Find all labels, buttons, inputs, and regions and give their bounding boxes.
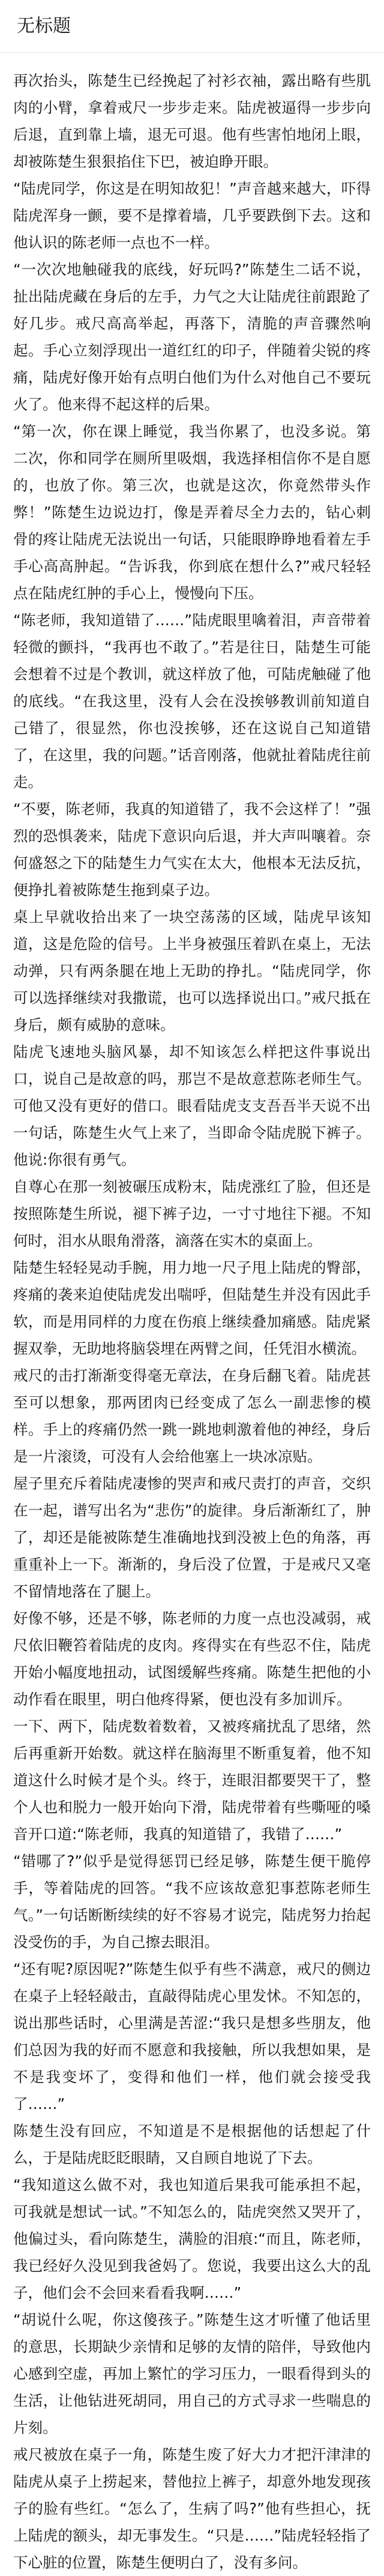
paragraph: 陆虎飞速地头脑风暴，却不知该怎么样把这件事说出口，说自己是故意的吗，那岂不是故意惹陈老师生气。可他又没有更好的借口。眼看陆虎支支吾吾半天说不出一句话，陈楚生火气上来了，当即命令陆虎脱下裤子。他说:你很有勇气。 [13, 1043, 371, 1168]
paragraph: “还有呢?原因呢?”陈楚生似乎有些不满意，戒尺的侧边在桌子上轻轻敲击，直敲得陆虎心里发怵。不知怎的，说出那些话时，心里满是苦涩:“我只是想多些朋友，他们总因为我的好而不愿意和我接触，所以我想如果，是不是我变坏了，变得和他们一样，他们就会接受我了……” [13, 1960, 371, 2113]
paragraph: 桌上早就收拾出来了一块空荡荡的区域，陆虎早该知道，这是危险的信号。上半身被强压着趴在桌上，无法动弹，只有两条腿在地上无助的挣扎。“陆虎同学，你可以选择继续对我撒谎，也可以选择说出口。”戒尺抵在身后，颇有威胁的意味。 [13, 908, 371, 1034]
paragraph: “第一次，你在课上睡觉，我当你累了，也没多说。第二次，你和同学在厕所里吸烟，我选择相信你不是自愿的，也放了你。第三次，也就是这次，你竟然带头作弊！”陈楚生边说边打，像是弄着尽全力去的，钻心刺骨的疼让陆虎无法说出一句话，只能眼睁睁地看着左手手心高高肿起。“告诉我，你到底在想什么?”戒尺轻轻点在陆虎红肿的手心上，慢慢向下压。 [13, 423, 371, 602]
paragraph: 屋子里充斥着陆虎凄惨的哭声和戒尺责打的声音，交织在一起，谱写出名为“悲伤”的旋律。身后渐渐红了，肿了，却还是能被陈楚生准确地找到没被上色的角落，再重重补上一下。渐渐的，身后没了位置，于是戒尺又毫不留情地落在了腿上。 [13, 1475, 371, 1600]
paragraph: 好像不够，还是不够，陈老师的力度一点也没减弱，戒尺依旧鞭笞着陆虎的皮肉。疼得实在有些忍不住，陆虎开始小幅度地扭动，试图缓解些疼痛。陈楚生把他的小动作看在眼里，明白他疼得紧，便也没有多加训斥。 [13, 1610, 371, 1708]
document-body [0, 53, 384, 2576]
paragraph: “不要，陈老师，我真的知道错了，我不会这样了！”强烈的恐惧袭来，陆虎下意识向后退，并大声叫嚷着。奈何盛怒之下的陆楚生力气实在太大，他根本无法反抗，便挣扎着被陈楚生拖到桌子边。 [13, 800, 371, 899]
paragraph: 再次抬头，陈楚生已经挽起了衬衫衣袖，露出略有些肌肉的小臂，拿着戒尺一步步走来。陆虎被逼得一步步向后退，直到靠上墙，退无可退。他有些害怕地闭上眼，却被陈楚生狠狠掐住下巴，被迫睁开眼。 [13, 72, 371, 170]
paragraph: 一下、两下，陆虎数着数着，又被疼痛扰乱了思绪，然后再重新开始数。就这样在脑海里不断重复着，他不知道这什么时候才是个头。终于，连眼泪都要哭干了，整个人也和脱力一般开始向下滑，陆虎带着有些嘶哑的嗓音开口道:“陈老师，我真的知道错了，我错了……” [13, 1718, 371, 1843]
paragraph: “陈老师，我知道错了……”陆虎眼里噙着泪，声音带着轻微的颤抖，“我再也不敢了。”若是往日，陆楚生可能会想着不过是个教训，就这样放了他，可陆虎触碰了他的底线。“在我这里，没有人会在没挨够教训前知道自己错了，很显然，你也没挨够，还在这说自己知道错了，在这里，我的问题。”话音刚落，他就扯着陆虎往前走。 [13, 611, 371, 791]
paragraph: “一次次地触碰我的底线，好玩吗?”陈楚生二话不说，扯出陆虎藏在身后的左手，力气之大让陆虎往前跟跄了好几步。戒尺高高举起，再落下，清脆的声音骤然响起。手心立刻浮现出一道红红的印子，伴随着尖锐的疼痛，陆虎好像开始有点明白他们为什么对他自己不要玩火了。他来得不起这样的后果。 [13, 261, 371, 413]
top-bar [0, 0, 384, 53]
paragraph: “我知道这么做不对，我也知道后果我可能承担不起，可我就是想试一试。”不知怎么的，陆虎突然又哭开了，他偏过头，看向陈楚生，满脸的泪痕:“而且，陈老师，我已经好久没见到我爸妈了。您说，我要出这么大的乱子，他们会不会回来看看我啊……” [13, 2176, 371, 2301]
paragraph: “胡说什么呢，你这傻孩子。”陈楚生这才听懂了他话里的意思，长期缺少亲情和足够的友情的陪伴，导致他内心感到空虚，再加上繁忙的学习压力，一眼看得到头的生活，让他钻进死胡同，用自己的方式寻求一些喘息的片刻。 [13, 2311, 371, 2436]
paragraph: 戒尺的击打渐渐变得毫无章法，在身后翻飞着。陆虎甚至可以想象，那两团肉已经变成了怎么一副悲惨的模样。手上的疼痛仍然一跳一跳地刺激着他的神经，身后是一片滚烫，可没有人会给他塞上一块冰凉贴。 [13, 1367, 371, 1465]
paragraph: 自尊心在那一刻被碾压成粉末，陆虎涨红了脸，但还是按照陈楚生所说，褪下裤子边，一寸寸地往下褪。不知何时，泪水从眼角滑落，滴落在实木的桌面上。 [13, 1178, 371, 1249]
paragraph: 戒尺被放在桌子一角，陈楚生废了好大力才把汗津津的陆虎从桌子上捞起来，替他拉上裤子，却意外地发现孩子的脸有些红。“怎么了，生病了吗?”他有些担心，抚上陆虎的额头，却无事发生。“只是……”陆虎轻轻指了下心脏的位置，陈楚生便明白了，没有多问。 [13, 2446, 371, 2571]
page-title: 无标题 [17, 15, 71, 37]
paragraph: 陈楚生没有回应，不知道是不是根据他的话想起了什么，于是陆虎眨眨眼睛，又自顾自地说了下去。 [13, 2122, 371, 2167]
paragraph: “陆虎同学，你这是在明知故犯！”声音越来越大，吓得陆虎浑身一颤，要不是撑着墙，几乎要跌倒下去。这和他认识的陈老师一点也不一样。 [13, 180, 371, 251]
paragraph: 陆楚生轻轻晃动手腕，用力地一尺子甩上陆虎的臀部，疼痛的袭来迫使陆虎发出喘呼，但陆楚生并没有因此手软，而是用同样的力度在伤痕上继续叠加痛感。陆虎紧握双拳，无助地将脑袋埋在两臂之间，任凭泪水横流。 [13, 1259, 371, 1357]
paragraph: “错哪了?”似乎是觉得惩罚已经足够，陈楚生便干脆停手，等着陆虎的回答。“我不应该故意犯事惹陈老师生气。”一句话断断续续的好不容易才说完，陆虎努力抬起没受伤的手，为自己擦去眼泪。 [13, 1852, 371, 1951]
